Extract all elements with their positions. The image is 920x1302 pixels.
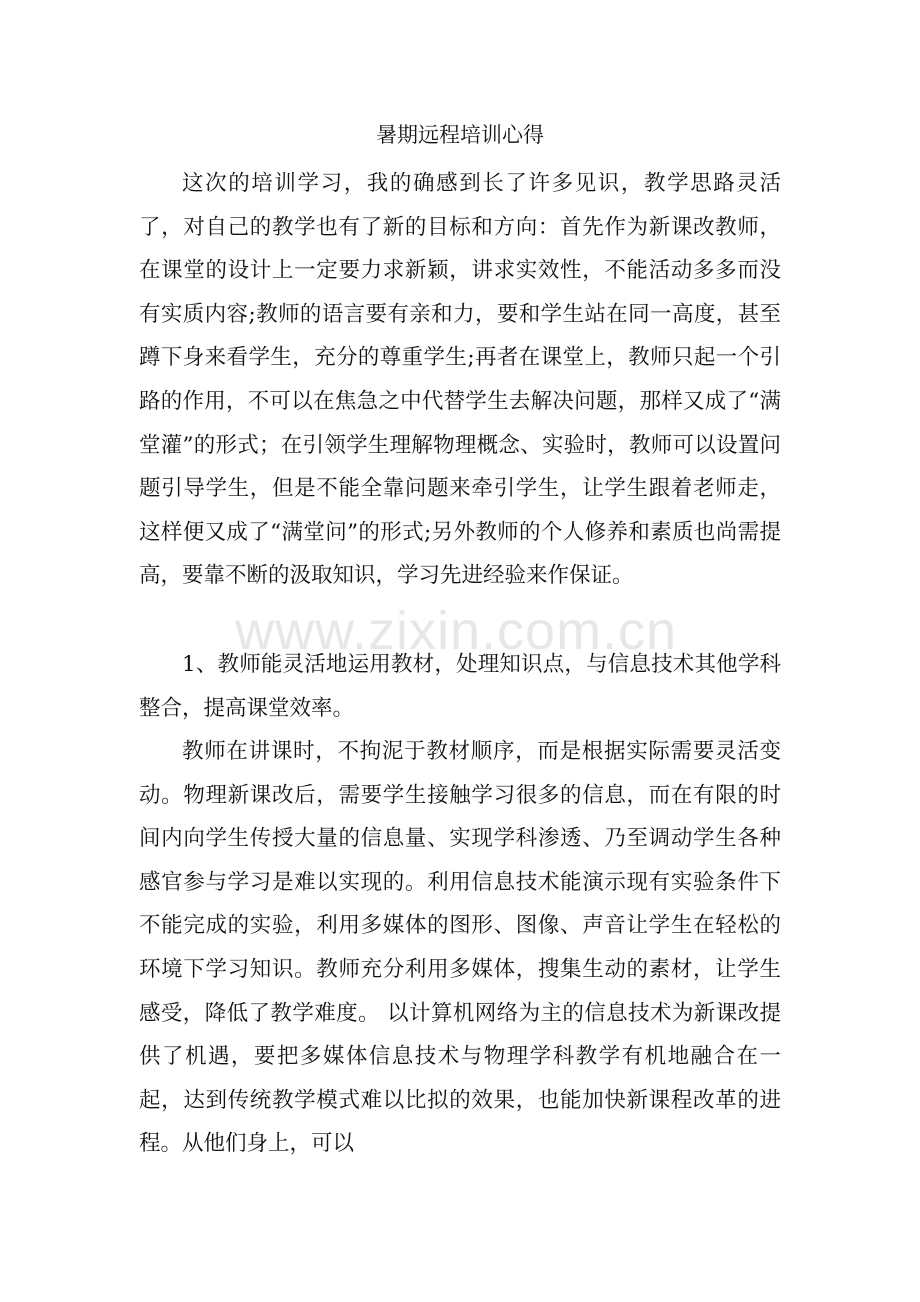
paragraph-1: 这次的培训学习，我的确感到长了许多见识，教学思路灵活了，对自己的教学也有了新的目标和方向：首先作为新课改教师，在课堂的设计上一定要力求新颖，讲求实效性，不能活动多多而没有实质内容;教师的语言要有亲和力，要和学生站在同一高度，甚至蹲下身来看学生，充分的尊重学生;再者在课堂上，教师只起一个引路的作用，不可以在焦急之中代替学生去解决问题，那样又成了“满堂灌”的形式；在引领学生理解物理概念、实验时，教师可以设置问题引导学生，但是不能全靠问题来牵引学生，让学生跟着老师走，这样便又成了“满堂问”的形式;另外教师的个人修养和素质也尚需提高，要靠不断的汲取知识，学习先进经验来作保证。 bbox=[139, 171, 781, 589]
paragraph-2: 1、教师能灵活地运用教材，处理知识点，与信息技术其他学科整合，提高课堂效率。 bbox=[139, 652, 781, 721]
paragraph-3: 教师在讲课时，不拘泥于教材顺序，而是根据实际需要灵活变动。物理新课改后，需要学生接触学习很多的信息，而在有限的时间内向学生传授大量的信息量、实现学科渗透、乃至调动学生各种感官参与学习是难以实现的。利用信息技术能演示现有实验条件下不能完成的实验，利用多媒体的图形、图像、声音让学生在轻松的环境下学习知识。教师充分利用多媒体，搜集生动的素材，让学生感受，降低了教学难度。 以计算机网络为主的信息技术为新课改提供了机遇，要把多媒体信息技术与物理学科教学有机地融合在一起，达到传统教学模式难以比拟的效果，也能加快新课程改革的进程。从他们身上，可以 bbox=[139, 739, 781, 1157]
document-title: 暑期远程培训心得 bbox=[376, 123, 544, 147]
watermark-text: www.zixin.com.cn bbox=[235, 601, 678, 661]
